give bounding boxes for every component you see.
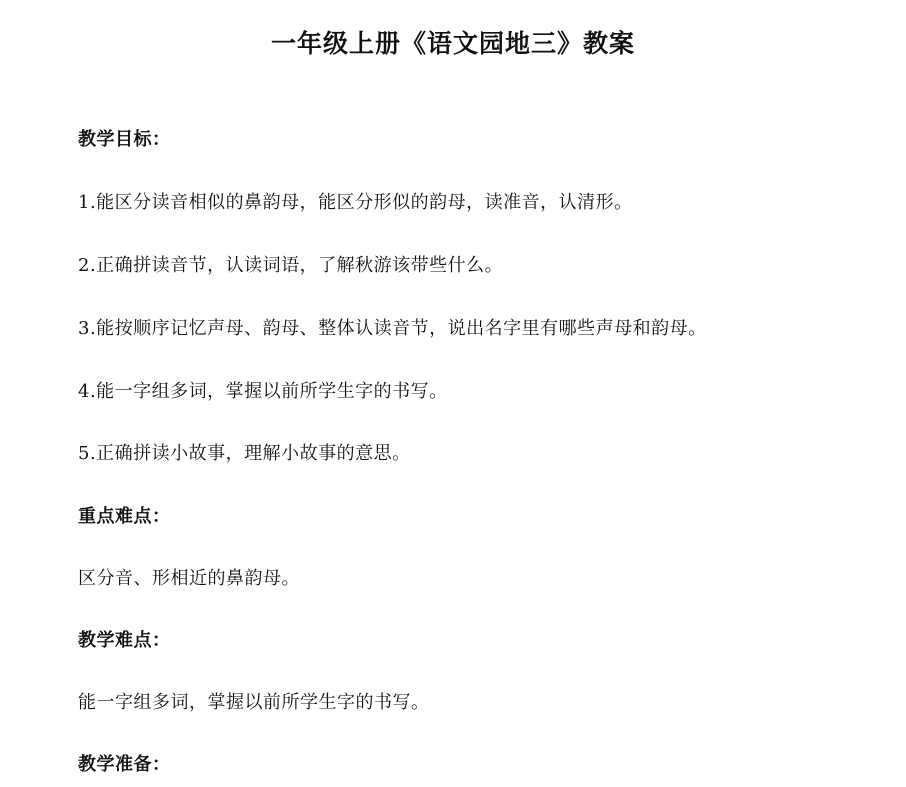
objective-item-2: 2.正确拼读音节，认读词语，了解秋游该带些什么。 bbox=[78, 255, 504, 276]
objective-item-4: 4.能一字组多词，掌握以前所学生字的书写。 bbox=[78, 381, 448, 402]
section-heading-preparation: 教学准备： bbox=[78, 754, 171, 775]
objective-item-1: 1.能区分读音相似的鼻韵母，能区分形似的韵母，读准音，认清形。 bbox=[78, 192, 633, 213]
section-heading-key-points: 重点难点： bbox=[78, 506, 171, 527]
document-title: 一年级上册《语文园地三》教案 bbox=[270, 29, 635, 58]
section-heading-difficulties: 教学难点： bbox=[78, 630, 171, 651]
section-heading-objectives: 教学目标： bbox=[78, 129, 171, 150]
difficulty-item-1: 能一字组多词，掌握以前所学生字的书写。 bbox=[78, 692, 430, 713]
objective-item-5: 5.正确拼读小故事，理解小故事的意思。 bbox=[78, 443, 411, 464]
objective-item-3: 3.能按顺序记忆声母、韵母、整体认读音节，说出名字里有哪些声母和韵母。 bbox=[78, 318, 707, 339]
key-point-item-1: 区分音、形相近的鼻韵母。 bbox=[78, 568, 300, 589]
